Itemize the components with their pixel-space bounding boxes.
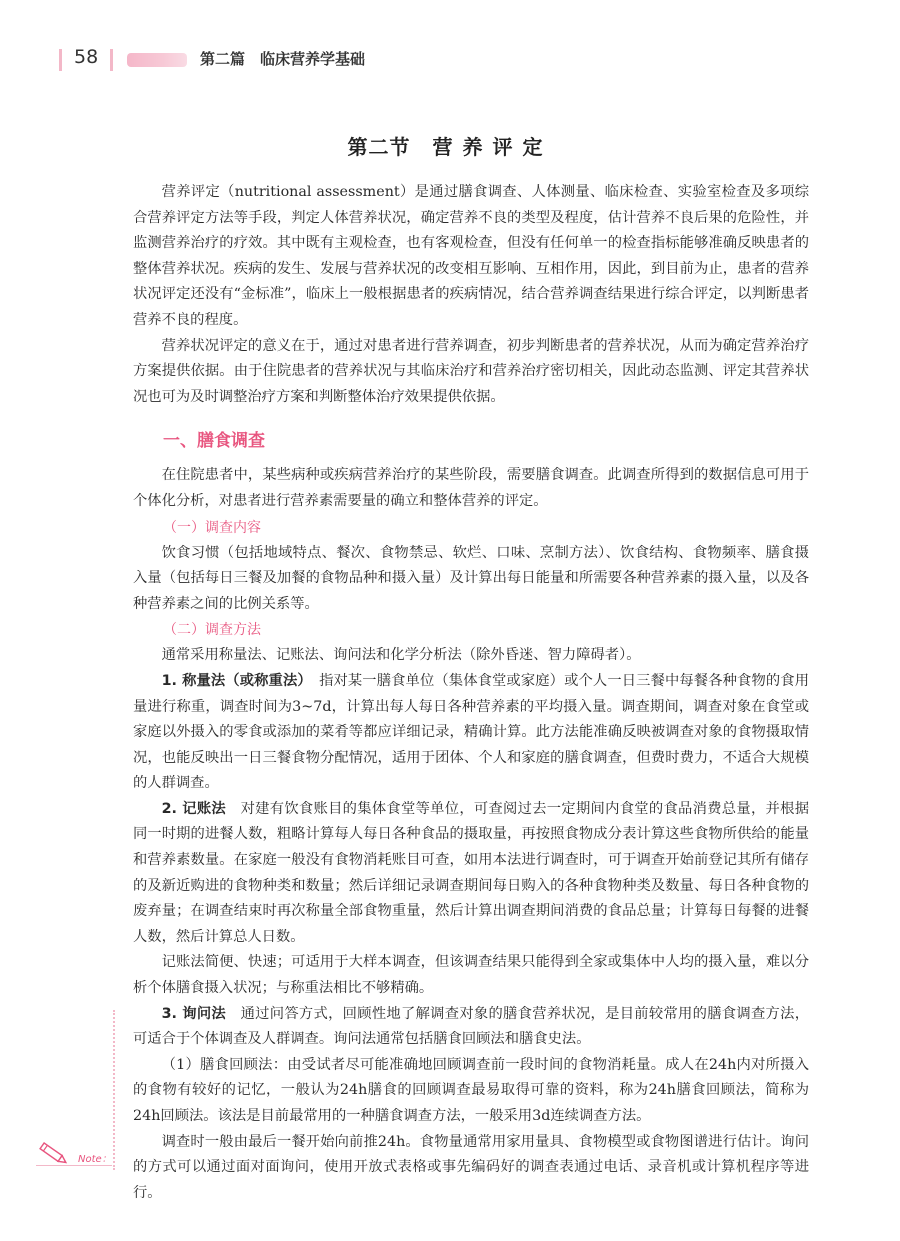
intro-paragraph-1: 营养评定（nutritional assessment）是通过膳食调查、人体测量、临床检查、实验室检查及多项综合营养评定方法等手段，判定人体营养状况，确定营养不良的类型及程度，估计营养不良后果的危险性，并监测营养治疗的疗效。其中既有主观检查，也有客观检查，但没有任何单一的检查指标能够准确反映患者的整体营养状况。疾病的发生、发展与营养状况的改变相互影响、互相作用，因此，到目前为止，患者的营养状况评定还没有“金标准”，临床上一般根据患者的疾病情况，结合营养调查结果进行综合评定，以判断患者营养不良的程度。 [133,184,809,328]
weighing-method-term: 1. 称量法（或称重法） [161,672,305,689]
inquiry-method-text: 通过问答方式，回顾性地了解调查对象的膳食营养状况，是目前较常用的膳食调查方法，可适合于个体调查及人群调查。询问法通常包括膳食回顾法和膳食史法。 [133,1005,810,1048]
main-content [133,180,809,1206]
intro-paragraph-2: 营养状况评定的意义在于，通过对患者进行营养调查，初步判断患者的营养状况，从而为确定营养治疗方案提供依据。由于住院患者的营养状况与其临床治疗和营养治疗密切相关，因此动态监测、评定其营养状况也可为及时调整治疗方案和判断整体治疗效果提供依据。 [133,337,809,405]
heading-survey-content: （一）调查内容 [163,519,261,536]
chapter-title: 第二篇 临床营养学基础 [200,50,366,68]
record-method-note: 记账法简便、快速；可适用于大样本调查，但该调查结果只能得到全家或集体中人均的摄入量，难以分析个体膳食摄入状况；与称重法相比不够精确。 [133,954,809,997]
pencil-icon [36,1138,76,1168]
survey-methods-paragraph: 通常采用称量法、记账法、询问法和化学分析法（除外昏迷、智力障碍者）。 [161,647,641,664]
weighing-method-text: 指对某一膳食单位（集体食堂或家庭）或个人一日三餐中每餐各种食物的食用量进行称重，调查时间为3~7d，计算出每人每日各种营养素的平均摄入量。调查期间，调查对象在食堂或家庭以外摄入的零食或添加的菜肴等都应详细记录，精确计算。此方法能准确反映被调查对象的食物摄取情况，也能反映出一日三餐食物分配情况，适用于团体、个人和家庭的膳食调查，但费时费力，不适合大规模的人群调查。 [133,672,809,792]
diet-intro-paragraph: 在住院患者中，某些病种或疾病营养治疗的某些阶段，需要膳食调查。此调查所得到的数据信息可用于个体化分析，对患者进行营养素需要量的确立和整体营养的评定。 [133,467,809,509]
note-underline [36,1165,112,1166]
header-divider-right [110,49,113,71]
heading-diet-survey: 一、膳食调查 [163,431,265,452]
weighing-method-paragraph [133,669,809,797]
note-marker [36,1138,116,1168]
record-method-paragraph [133,797,809,951]
record-method-text: 对建有饮食账目的集体食堂等单位，可查阅过去一定期间内食堂的食品消费总量，并根据同一时期的进餐人数，粗略计算每人每日各种食品的摄取量，再按照食物成分表计算这些食物所供给的能量和营养素数量。在家庭一般没有食物消耗账目可查，如用本法进行调查时，可于调查开始前登记其所有储存的及新近购进的食物种类和数量；然后详细记录调查期间每日购入的各种食物种类及数量、每日各种食物的废弃量；在调查结束时再次称量全部食物重量，然后计算出调查期间消费的食品总量；计算每日每餐的进餐人数，然后计算总人日数。 [133,800,810,945]
page-number: 58 [74,46,99,68]
inquiry-method-term: 3. 询问法 [161,1005,226,1022]
diet-recall-paragraph: （1）膳食回顾法：由受试者尽可能准确地回顾调查前一段时间的食物消耗量。成人在24h内对所摄入的食物有较好的记忆，一般认为24h膳食的回顾调查最易取得可靠的资料，称为24h膳食回顾法，简称为24h回顾法。该法是目前最常用的一种膳食调查方法，一般采用3d连续调查方法。 [133,1056,809,1124]
diet-recall-paragraph-2: 调查时一般由最后一餐开始向前推24h。食物量通常用家用量具、食物模型或食物图谱进行估计。询问的方式可以通过面对面询问，使用开放式表格或事先编码好的调查表通过电话、录音机或计算机程序等进行。 [133,1133,809,1201]
note-label: Note： [78,1154,112,1165]
header-divider-left [59,49,62,71]
section-name: 营养评定 [432,135,553,159]
record-method-term: 2. 记账法 [161,800,226,817]
heading-survey-methods: （二）调查方法 [163,622,261,639]
section-number: 第二节 [347,135,411,159]
survey-content-paragraph: 饮食习惯（包括地域特点、餐次、食物禁忌、软烂、口味、烹制方法）、饮食结构、食物频率、膳食摄入量（包括每日三餐及加餐的食物品种和摄入量）及计算出每日能量和所需要各种营养素的摄入量，以及各种营养素之间的比例关系等。 [133,544,809,612]
running-header [0,44,900,76]
header-decoration [127,53,187,67]
section-title [0,131,900,160]
inquiry-method-paragraph [133,1002,809,1053]
